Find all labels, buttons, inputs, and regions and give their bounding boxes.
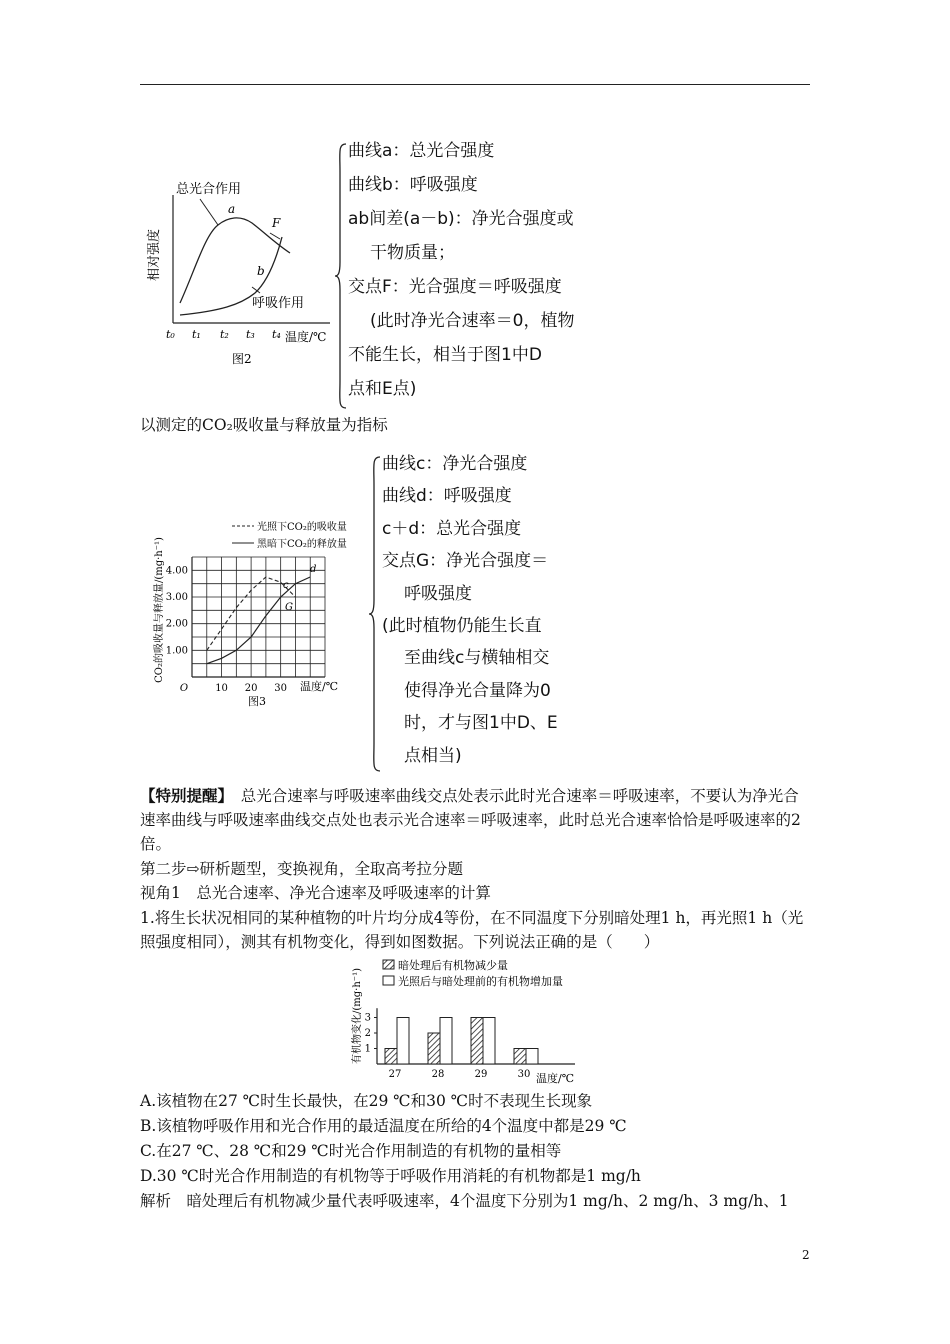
fig3-label-G: G	[285, 602, 293, 613]
fig2-xtick: t₀	[166, 328, 175, 341]
brace2-line: (此时植物仍能生长直	[382, 616, 542, 637]
brace1-line: 干物质量；	[370, 243, 455, 263]
fig2-xtick: t₄	[272, 328, 281, 341]
brace1-line: ab间差(a－b)：净光合强度或	[348, 209, 574, 229]
option-c: C.在27 ℃、28 ℃和29 ℃时光合作用制造的有机物的量相等	[140, 1142, 562, 1160]
bar-category-label: 27	[388, 1069, 402, 1080]
step-two-heading: 第二步⇨研析题型，变换视角，全取高考拉分题	[140, 860, 463, 878]
bar-light	[440, 1018, 452, 1065]
fig2-resp-label: 呼吸作用	[252, 296, 305, 311]
bar-ytick: 2	[364, 1028, 371, 1039]
brace-1-text	[348, 134, 574, 406]
bar-light	[526, 1049, 538, 1065]
bar-ytick: 3	[364, 1012, 371, 1024]
fig3-yticks	[166, 565, 188, 656]
brace1-line: 不能生长，相当于图1中D	[348, 345, 542, 365]
fig3-label-d: d	[310, 564, 317, 575]
brace1-line: 曲线b：呼吸强度	[348, 175, 478, 195]
fig2-total-pointer	[200, 199, 218, 225]
analysis: 解析 暗处理后有机物减少量代表呼吸速率，4个温度下分别为1 mg/h、2 mg/h、3 mg/h、1	[140, 1192, 789, 1210]
fig3-xtick: 10	[215, 683, 228, 694]
brace-1	[334, 142, 348, 410]
brace2-line: 呼吸强度	[404, 583, 472, 604]
fig2-xtick: t₂	[220, 328, 229, 341]
bar-dark	[428, 1033, 440, 1064]
fig3-ytick: 4.00	[165, 565, 188, 577]
fig3-caption: 图3	[248, 695, 266, 708]
fig3-grid	[192, 557, 325, 677]
fig3-xtick: 20	[244, 683, 258, 694]
bar-ylabel: 有机物变化/(mg·h⁻¹)	[352, 968, 363, 1064]
brace1-line: 交点F：光合强度＝呼吸强度	[348, 277, 562, 297]
question-1: 1.将生长状况相同的某种植物的叶片均分成4等份，在不同温度下分别暗处理1 h，再光照1 h（光照强度相同），测其有机物变化，得到如图数据。下列说法正确的是（ ）	[140, 909, 804, 951]
brace1-line: 点和E点)	[348, 379, 417, 399]
bar-dark	[471, 1018, 483, 1065]
view-one-heading: 视角1 总光合速率、净光合速率及呼吸速率的计算	[140, 884, 491, 902]
figure-3-chart	[150, 515, 375, 710]
bar-light	[397, 1018, 409, 1065]
bar-xlabel: 温度/℃	[536, 1072, 575, 1084]
bar-ytick: 1	[364, 1043, 371, 1055]
fig3-ytick: 1.00	[165, 645, 188, 657]
fig2-total-label: 总光合作用	[176, 182, 242, 197]
fig3-legend-light: 光照下CO₂的吸收量	[257, 522, 347, 533]
brace2-line: 交点G：净光合强度＝	[382, 551, 549, 572]
reminder-text: 总光合速率与呼吸速率曲线交点处表示此时光合速率＝呼吸速率，不要认为净光合速率曲线与呼吸速率曲线交点处也表示光合速率＝呼吸速率，此时总光合速率恰恰是呼吸速率的2倍。	[140, 787, 801, 853]
fig3-ytick: 2.00	[165, 618, 188, 630]
fig2-F-pointer	[270, 233, 280, 239]
bar-legend	[383, 958, 563, 988]
header-rule	[140, 84, 810, 85]
fig3-legend	[232, 520, 347, 550]
fig3-label-c: c	[283, 580, 289, 591]
fig3-xtick: O	[179, 683, 189, 694]
brace2-line: c＋d：总光合强度	[382, 518, 522, 539]
bar-legend-light: 光照后与暗处理前的有机物增加量	[398, 975, 563, 988]
fig3-ylabel: CO₂的吸收量与释放量/(mg·h⁻¹)	[154, 537, 165, 683]
brace2-line: 时，才与图1中D、E	[404, 713, 558, 734]
bar-category-label: 29	[474, 1069, 488, 1080]
brace-2-text	[382, 448, 558, 772]
fig2-xlabel: 温度/℃	[285, 330, 327, 344]
fig2-ylabel: 相对强度	[147, 228, 162, 282]
fig2-xticks	[166, 328, 281, 341]
reminder-tag: 【特别提醒】	[140, 786, 226, 805]
fig3-xticks	[180, 683, 287, 694]
brace2-line: 点相当)	[404, 745, 462, 766]
brace-2	[368, 455, 382, 773]
brace2-line: 使得净光合量降为0	[404, 680, 551, 701]
fig3-legend-dark: 黑暗下CO₂的释放量	[257, 539, 347, 550]
option-a: A.该植物在27 ℃时生长最快，在29 ℃和30 ℃时不表现生长现象	[140, 1092, 593, 1110]
brace2-line: 至曲线c与横轴相交	[404, 648, 550, 669]
bar-dark	[385, 1049, 397, 1065]
figure-2-chart	[140, 175, 340, 375]
fig2-xtick: t₃	[246, 328, 255, 341]
brace1-line: (此时净光合速率＝0，植物	[370, 311, 575, 331]
fig3-xtick: 30	[274, 683, 288, 694]
fig3-xlabel: 温度/℃	[300, 680, 339, 693]
brace1-line: 曲线a：总光合强度	[348, 141, 495, 161]
fig2-label-F: F	[272, 216, 281, 230]
bar-category-label: 28	[431, 1069, 445, 1080]
fig2-xtick: t₁	[192, 328, 201, 341]
bar-category-label: 30	[517, 1069, 531, 1080]
fig2-curve-a	[180, 218, 290, 303]
fig2-caption: 图2	[232, 352, 252, 366]
special-reminder	[140, 784, 812, 856]
brace2-line: 曲线c：净光合强度	[382, 454, 528, 474]
bar-legend-dark: 暗处理后有机物减少量	[398, 959, 508, 972]
option-b: B.该植物呼吸作用和光合作用的最适温度在所给的4个温度中都是29 ℃	[140, 1117, 627, 1135]
page-number: 2	[802, 1248, 810, 1262]
brace2-line: 曲线d：呼吸强度	[382, 486, 512, 507]
fig2-label-b: b	[257, 264, 265, 278]
option-d: D.30 ℃时光合作用制造的有机物等于呼吸作用消耗的有机物都是1 mg/h	[140, 1167, 641, 1185]
bar-marks	[385, 1018, 538, 1065]
intro-line: 以测定的CO₂吸收量与释放量为指标	[140, 416, 388, 434]
bar-light	[483, 1018, 495, 1065]
bar-chart	[340, 956, 620, 1084]
bar-dark	[514, 1049, 526, 1065]
fig2-label-a: a	[228, 202, 236, 216]
fig3-ytick: 3.00	[165, 592, 188, 603]
